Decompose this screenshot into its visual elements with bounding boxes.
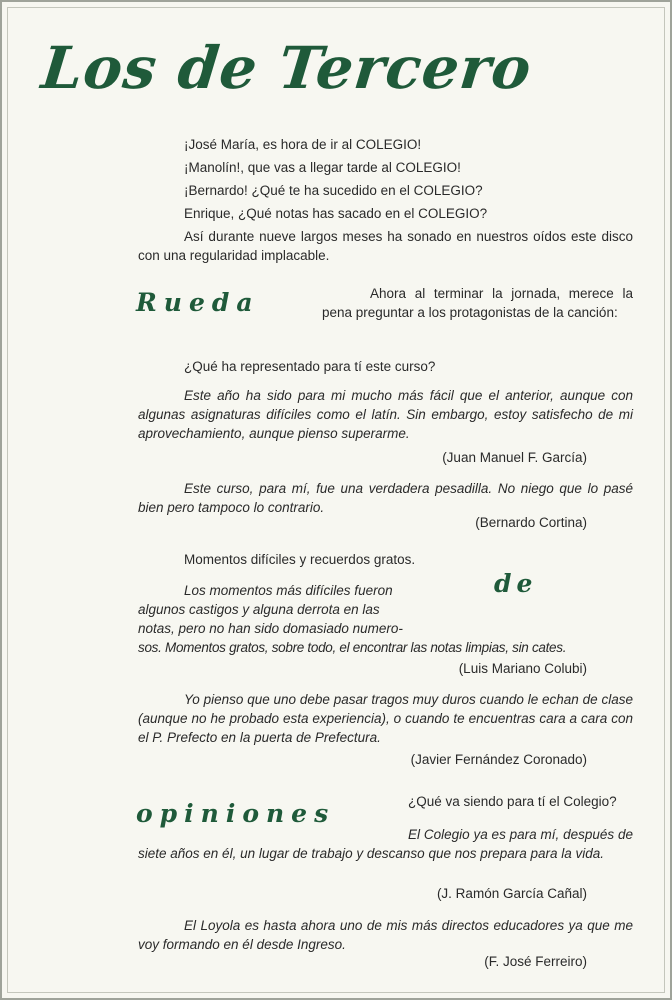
side-word-rueda: Rueda	[136, 288, 260, 317]
answer-author: (F. José Ferreiro)	[484, 954, 587, 969]
intro-line: Enrique, ¿Qué notas has sacado en el COLEGIO?	[184, 206, 488, 221]
answer-text-line: sos. Momentos gratos, sobre todo, el encontrar las notas limpias, sin cates.	[138, 640, 567, 655]
answer-text: El Loyola es hasta ahora uno de mis más directos educadores ya que me voy formando en él desde Ingreso.	[138, 918, 633, 952]
intro-line: ¡Bernardo! ¿Qué te ha sucedido en el COLEGIO?	[184, 183, 483, 198]
answer-text: El Colegio ya es para mí, después de siete años en él, un lugar de trabajo y descanso que nos prepara para la vida.	[138, 827, 633, 861]
answer-text-line: algunos castigos y alguna derrota en las	[138, 602, 380, 617]
answer-text: Este año ha sido para mi mucho más fácil que el anterior, aunque con algunas asignaturas difíciles como el latín. Sin embargo, estoy satisfecho de mi aprovechamiento, aunque pienso superarme.	[138, 388, 633, 441]
question-1: ¿Qué ha representado para tí este curso?	[184, 359, 436, 374]
answer-author: (Luis Mariano Colubi)	[458, 661, 587, 676]
answer-author: (Juan Manuel F. García)	[442, 450, 587, 465]
question-3: ¿Qué va siendo para tí el Colegio?	[408, 794, 617, 809]
side-word-de: de	[494, 569, 538, 598]
answer-text-line: notas, pero no han sido domasiado numero-	[138, 621, 403, 636]
answer-text: Este curso, para mí, fue una verdadera pesadilla. No niego que lo pasé bien pero tampoco lo contrario.	[138, 481, 633, 515]
intro-line: ¡Manolín!, que vas a llegar tarde al COLEGIO!	[184, 160, 461, 175]
answer-author: (J. Ramón García Cañal)	[436, 886, 587, 901]
question-2: Momentos difíciles y recuerdos gratos.	[184, 552, 416, 567]
intro-line: ¡José María, es hora de ir al COLEGIO!	[184, 137, 422, 152]
answer-text: Yo pienso que uno debe pasar tragos muy duros cuando le echan de clase (aunque no he probado esta experiencia), o cuando te encuentras cara a cara con el P. Prefecto en la puerta de Prefectura.	[138, 692, 633, 745]
page-title: Los de Tercero	[38, 34, 535, 102]
answer-text-line: Los momentos más difíciles fueron	[184, 583, 393, 598]
intro-paragraph: Así durante nueve largos meses ha sonado en nuestros oídos este disco con una regularidad implacable.	[138, 229, 633, 263]
answer-author: (Bernardo Cortina)	[475, 515, 587, 530]
side-word-opiniones: opiniones	[136, 799, 336, 828]
lead-paragraph: Ahora al terminar la jornada, merece la pena preguntar a los protagonistas de la canción:	[322, 286, 633, 320]
answer-author: (Javier Fernández Coronado)	[410, 752, 587, 767]
